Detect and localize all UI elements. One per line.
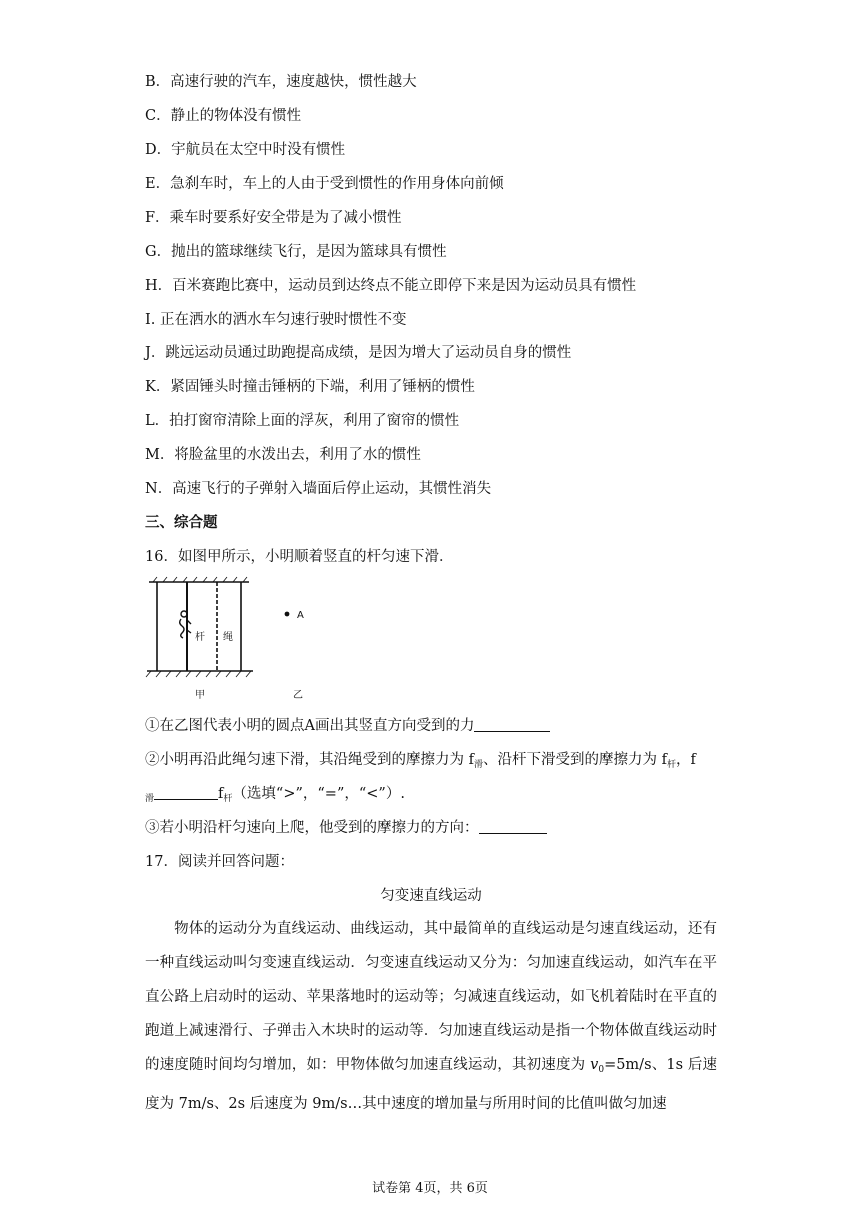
answer-blank-2[interactable]: [154, 785, 218, 800]
option-i: I. 正在洒水的洒水车匀速行驶时惯性不变: [145, 312, 407, 328]
q16-part2-text-c: ，f: [676, 752, 696, 768]
q17-passage-text-2: =5m/s、1s 后速度为 7m/s、2s 后速度为 9m/s…其中速度的增加量与所用时间的比值叫做匀加速: [145, 1057, 717, 1112]
option-b: B．高速行驶的汽车，速度越快，惯性越大: [145, 74, 417, 90]
page-footer: 试卷第 4页，共 6页: [372, 1181, 488, 1196]
option-d: D．宇航员在太空中时没有惯性: [145, 142, 346, 158]
label-yi: 乙: [293, 690, 303, 701]
q16-part3: [145, 818, 547, 838]
option-j: J．跳远运动员通过助跑提高成绩，是因为增大了运动员自身的惯性: [145, 345, 572, 361]
label-jia: 甲: [195, 690, 205, 701]
q17-title: 匀变速直线运动: [380, 888, 482, 904]
label-rope: 绳: [223, 632, 233, 643]
option-f: F．乘车时要系好安全带是为了减小惯性: [145, 210, 402, 226]
q16-part2-text-b: 、沿杆下滑受到的摩擦力为 f: [483, 752, 667, 768]
option-m: M．将脸盆里的水泼出去，利用了水的惯性: [145, 447, 421, 463]
q16-part2-line1: [145, 750, 696, 775]
point-a: [285, 612, 290, 617]
v0-sub: 0: [598, 1065, 605, 1075]
option-g: G．抛出的篮球继续飞行，是因为篮球具有惯性: [145, 244, 447, 260]
q17-passage: [145, 912, 717, 1121]
option-h: H．百米赛跑比赛中，运动员到达终点不能立即停下来是因为运动员具有惯性: [145, 278, 637, 294]
v0-symbol: v: [590, 1057, 599, 1073]
q16-part2-text-a: ②小明再沿此绳匀速下滑，其沿绳受到的摩擦力为 f: [145, 752, 474, 768]
q16-part2-line2: [145, 784, 405, 809]
option-k: K．紧固锤头时撞击锤柄的下端，利用了锤柄的惯性: [145, 379, 475, 395]
q17-stem: 17．阅读并回答问题：: [145, 854, 294, 870]
label-a: A: [297, 610, 304, 621]
option-n: N．高速飞行的子弹射入墙面后停止运动，其惯性消失: [145, 481, 492, 497]
q16-part2-text-e: （选填“>”，“=”，“<”）.: [232, 786, 405, 802]
sub-gan-2: 杆: [223, 794, 233, 804]
q16-part1-text: ①在乙图代表小明的圆点A画出其竖直方向受到的力: [145, 718, 475, 734]
q16-part1: [145, 716, 550, 736]
sub-hua: 滑: [473, 760, 483, 770]
q16-part3-text: ③若小明沿杆匀速向上爬，他受到的摩擦力的方向：: [145, 820, 479, 836]
q16-part2-text-d: f: [218, 786, 224, 802]
option-c: C．静止的物体没有惯性: [145, 108, 302, 124]
label-rod: 杆: [195, 632, 205, 643]
q17-passage-text-1: 物体的运动分为直线运动、曲线运动，其中最简单的直线运动是匀速直线运动，还有一种直线运动叫匀变速直线运动．匀变速直线运动又分为：匀加速直线运动，如汽车在平直公路上启动时的运动、苹果落地时的运动等；匀减速直线运动，如飞机着陆时在平直的跑道上减速滑行、子弹击入木块时的运动等．匀加速直线运动是指一个物体做直线运动时的速度随时间均匀增加，如：甲物体做匀加速直线运动，其初速度为: [145, 921, 717, 1073]
answer-blank-3[interactable]: [479, 819, 547, 834]
answer-blank-1[interactable]: [474, 717, 550, 732]
sub-gan: 杆: [666, 760, 676, 770]
option-l: L．拍打窗帘清除上面的浮灰，利用了窗帘的惯性: [145, 413, 460, 429]
q16-figure: [145, 574, 335, 702]
q16-stem: 16．如图甲所示，小明顺着竖直的杆匀速下滑．: [145, 549, 454, 565]
climber-figure: [180, 611, 191, 638]
sub-hua-2: 滑: [145, 794, 155, 804]
section-title: 三、综合题: [145, 514, 218, 531]
ground-hatch: [146, 671, 251, 677]
option-e: E．急刹车时，车上的人由于受到惯性的作用身体向前倾: [145, 176, 504, 192]
